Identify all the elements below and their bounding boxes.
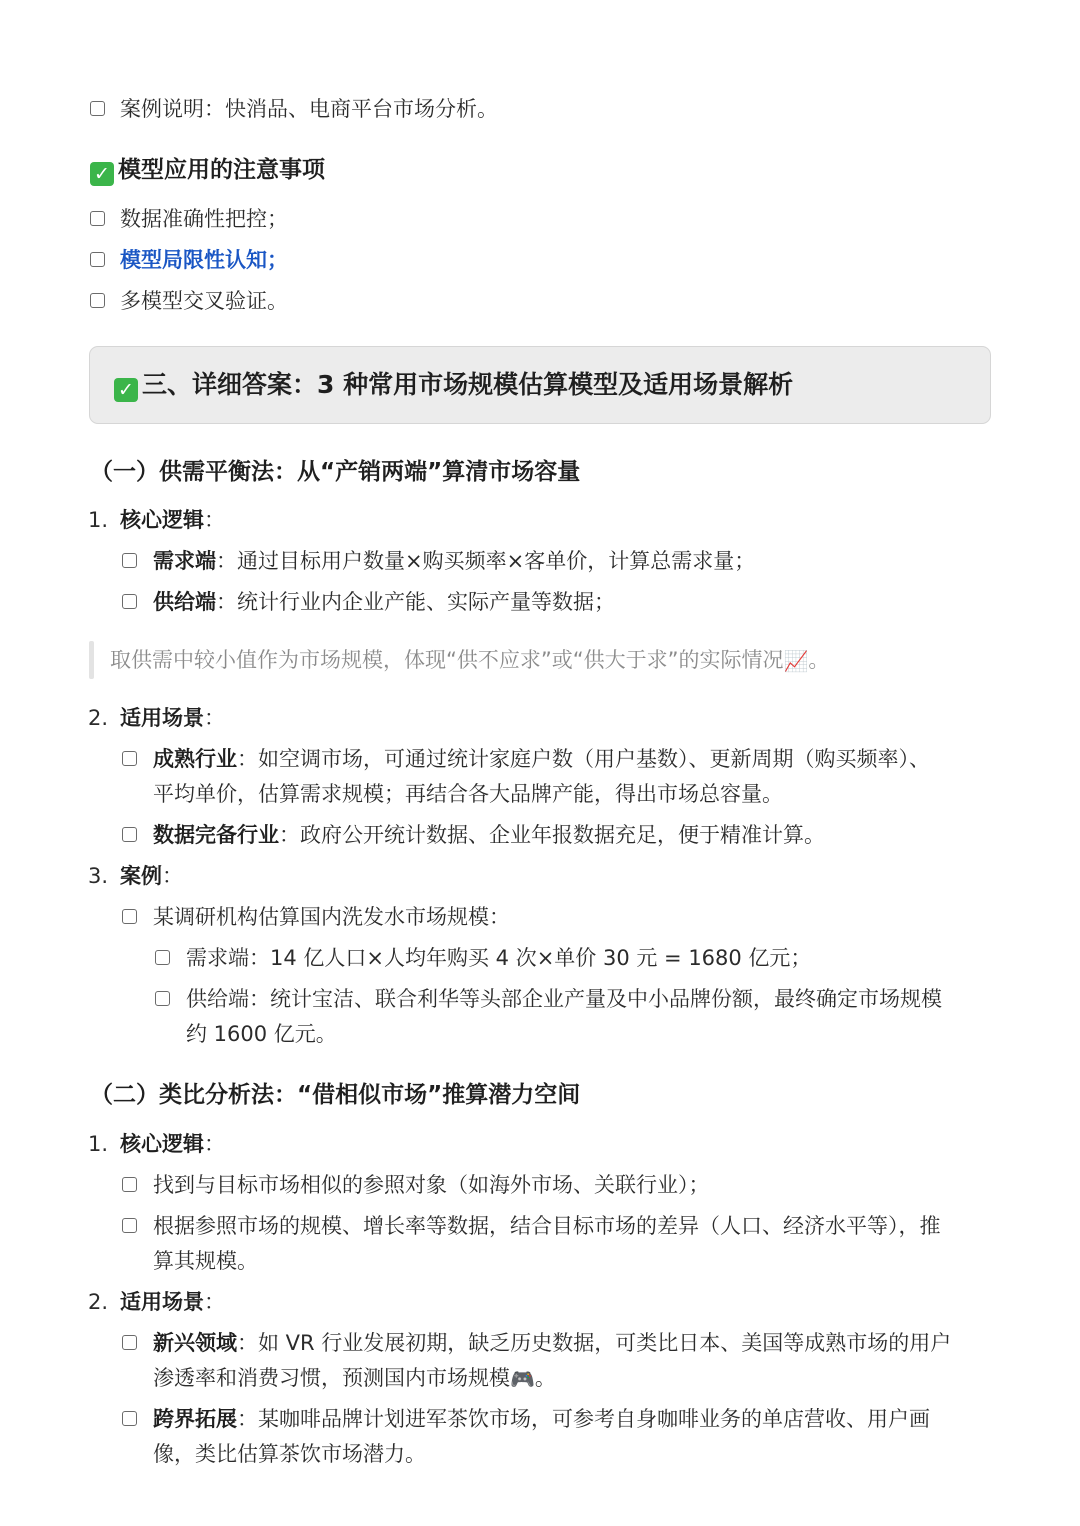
scene-label: 适用场景： [120,706,225,730]
blockquote-bar [89,641,94,679]
note-item: 多模型交叉验证。 [120,289,288,313]
logic-label: 核心逻辑： [120,1132,225,1156]
game-controller-icon: 🎮 [510,1367,535,1391]
notes-heading: ✓ 模型应用的注意事项 [90,154,325,186]
method2-heading: （二）类比分析法：“借相似市场”推算潜力空间 [90,1082,581,1108]
list-item-continuation: 算其规模。 [153,1249,258,1273]
case-note: 案例说明：快消品、电商平台市场分析。 [120,97,498,121]
section-title: ✓ 三、详细答案：3 种常用市场规模估算模型及适用场景解析 [114,369,793,402]
list-number: 2. [88,1290,109,1314]
check-mark-icon: ✓ [90,162,114,186]
checkbox[interactable] [122,827,137,842]
blockquote: 取供需中较小值作为市场规模，体现“供不应求”或“供大于求”的实际情况📈。 [110,645,829,676]
note-item: 数据准确性把控； [120,207,288,231]
checkbox[interactable] [122,1177,137,1192]
list-item: 数据完备行业：政府公开统计数据、企业年报数据充足，便于精准计算。 [153,823,825,847]
list-item: 供给端：统计行业内企业产能、实际产量等数据； [153,590,615,614]
sub-list-item: 需求端：14 亿人口×人均年购买 4 次×单价 30 元 = 1680 亿元； [186,946,812,970]
checkbox[interactable] [122,1411,137,1426]
sub-list-item: 供给端：统计宝洁、联合利华等头部企业产量及中小品牌份额，最终确定市场规模 [186,987,942,1011]
list-number: 3. [88,864,109,888]
checkbox[interactable] [155,950,170,965]
list-number: 1. [88,508,109,532]
list-item-continuation: 平均单价，估算需求规模；再结合各大品牌产能，得出市场总容量。 [153,782,783,806]
list-item: 找到与目标市场相似的参照对象（如海外市场、关联行业）； [153,1173,710,1197]
list-item: 需求端：通过目标用户数量×购买频率×客单价，计算总需求量； [153,549,756,573]
checkbox[interactable] [90,211,105,226]
section-callout [89,346,991,424]
chart-up-icon: 📈 [783,649,809,673]
checkbox[interactable] [90,252,105,267]
checkbox[interactable] [122,594,137,609]
logic-label: 核心逻辑： [120,508,225,532]
list-number: 2. [88,706,109,730]
checkbox[interactable] [122,1335,137,1350]
list-item: 跨界拓展：某咖啡品牌计划进军茶饮市场，可参考自身咖啡业务的单店营收、用户画 [153,1407,930,1431]
list-item: 某调研机构估算国内洗发水市场规模： [153,905,510,929]
list-number: 1. [88,1132,109,1156]
list-item-continuation: 渗透率和消费习惯，预测国内市场规模🎮。 [153,1363,556,1394]
note-item-highlight: 模型局限性认知； [120,248,288,272]
list-item: 成熟行业：如空调市场，可通过统计家庭户数（用户基数）、更新周期（购买频率）、 [153,747,930,771]
scene-label: 适用场景： [120,1290,225,1314]
checkbox[interactable] [122,909,137,924]
list-item: 根据参照市场的规模、增长率等数据，结合目标市场的差异（人口、经济水平等），推 [153,1214,941,1238]
checkbox[interactable] [122,553,137,568]
method1-heading: （一）供需平衡法：从“产销两端”算清市场容量 [90,459,581,485]
list-item: 新兴领域：如 VR 行业发展初期，缺乏历史数据，可类比日本、美国等成熟市场的用户 [153,1331,952,1355]
checkbox[interactable] [90,101,105,116]
checkbox[interactable] [90,293,105,308]
sub-list-item-continuation: 约 1600 亿元。 [186,1022,337,1046]
case-label: 案例： [120,864,183,888]
list-item-continuation: 像，类比估算茶饮市场潜力。 [153,1442,426,1466]
checkbox[interactable] [155,991,170,1006]
check-mark-icon: ✓ [114,378,138,402]
checkbox[interactable] [122,751,137,766]
checkbox[interactable] [122,1218,137,1233]
